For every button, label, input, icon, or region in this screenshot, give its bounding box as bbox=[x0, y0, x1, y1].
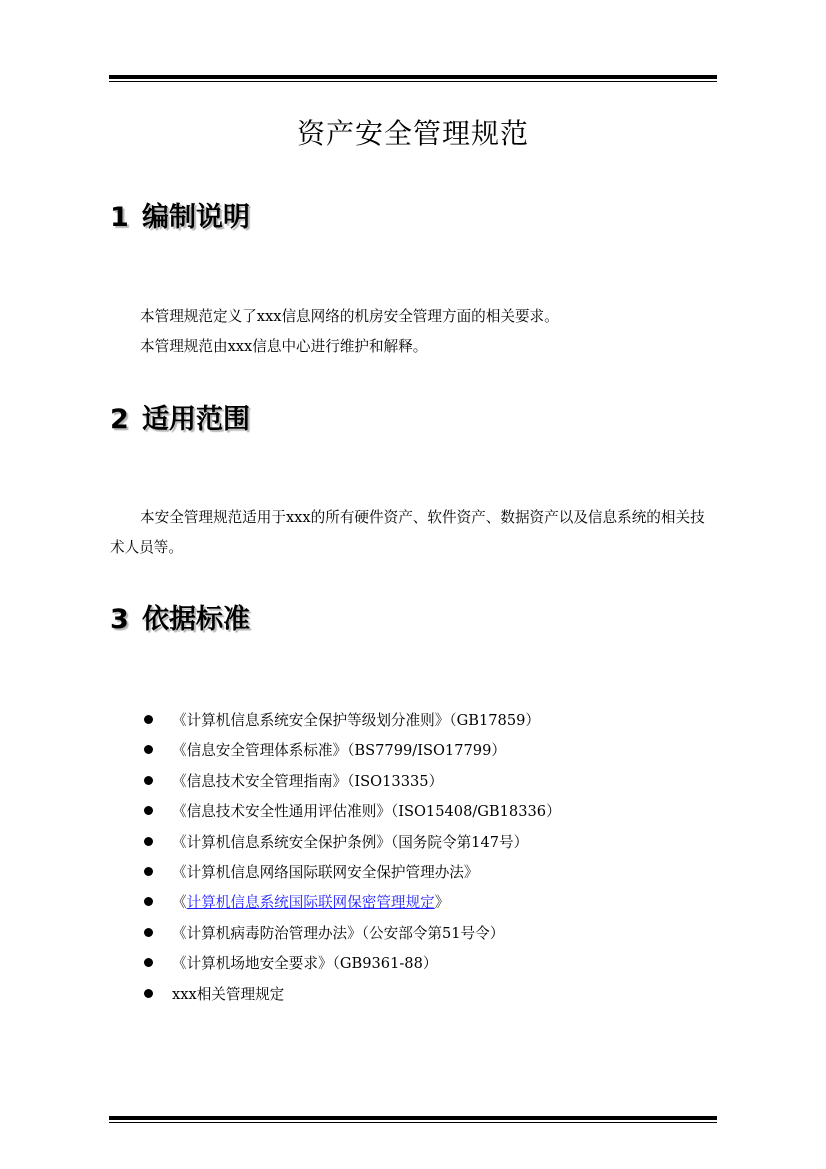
reference-text: 《计算机场地安全要求》（GB9361-88） bbox=[172, 955, 438, 973]
reference-text: 《计算机信息系统安全保护等级划分准则》（GB17859） bbox=[172, 712, 540, 729]
section-heading-2 bbox=[110, 397, 250, 436]
list-item bbox=[110, 980, 716, 1010]
section-number: 3 bbox=[110, 604, 129, 635]
list-item bbox=[110, 736, 716, 766]
bullet-icon bbox=[144, 715, 153, 724]
section-title: 适用范围 bbox=[142, 404, 250, 435]
bullet-icon bbox=[144, 806, 153, 815]
page-title: 资产安全管理规范 bbox=[296, 117, 529, 150]
list-item bbox=[110, 949, 716, 979]
list-item bbox=[110, 797, 716, 827]
bullet-icon bbox=[144, 989, 153, 998]
list-item bbox=[110, 706, 716, 736]
list-item bbox=[110, 858, 716, 888]
footer-rule bbox=[109, 1116, 717, 1123]
bullet-icon bbox=[144, 958, 153, 967]
section-heading-1 bbox=[110, 195, 250, 234]
bullet-icon bbox=[144, 837, 153, 846]
bullet-icon bbox=[144, 928, 153, 937]
section-1-paragraph-2: 本管理规范由xxx信息中心进行维护和解释。 bbox=[140, 338, 428, 355]
reference-list bbox=[110, 706, 716, 1010]
reference-prefix: 《 bbox=[172, 894, 187, 912]
bullet-icon bbox=[144, 897, 153, 906]
section-number: 1 bbox=[110, 202, 129, 233]
reference-text: 《计算机信息系统安全保护条例》（国务院令第147号） bbox=[172, 833, 529, 851]
section-number: 2 bbox=[110, 404, 129, 435]
bullet-icon bbox=[144, 745, 153, 754]
reference-text: 《计算机病毒防治管理办法》（公安部令第51号令） bbox=[172, 924, 505, 942]
reference-text: xxx相关管理规定 bbox=[172, 985, 285, 1003]
section-title: 依据标准 bbox=[142, 604, 250, 635]
bullet-icon bbox=[144, 867, 153, 876]
list-item bbox=[110, 767, 716, 797]
list-item bbox=[110, 888, 716, 918]
section-title: 编制说明 bbox=[142, 202, 250, 233]
list-item bbox=[110, 919, 716, 949]
header-rule bbox=[109, 75, 717, 82]
section-heading-3 bbox=[110, 597, 250, 636]
section-1-paragraph-1: 本管理规范定义了xxx信息网络的机房安全管理方面的相关要求。 bbox=[140, 308, 559, 325]
reference-text: 《信息技术安全性通用评估准则》（ISO15408/GB18336） bbox=[172, 803, 561, 821]
reference-text: 《信息技术安全管理指南》（ISO13335） bbox=[172, 772, 444, 790]
reference-text: 《计算机信息网络国际联网安全保护管理办法》 bbox=[172, 863, 479, 881]
reference-suffix: 》 bbox=[434, 894, 450, 912]
bullet-icon bbox=[144, 776, 153, 785]
list-item bbox=[110, 828, 716, 858]
section-2-paragraph-1: 本安全管理规范适用于xxx的所有硬件资产、软件资产、数据资产以及信息系统的相关技术人员等。 bbox=[110, 509, 705, 556]
reference-link[interactable]: 计算机信息系统国际联网保密管理规定 bbox=[186, 894, 435, 912]
reference-text: 《信息安全管理体系标准》（BS7799/ISO17799） bbox=[172, 742, 506, 760]
